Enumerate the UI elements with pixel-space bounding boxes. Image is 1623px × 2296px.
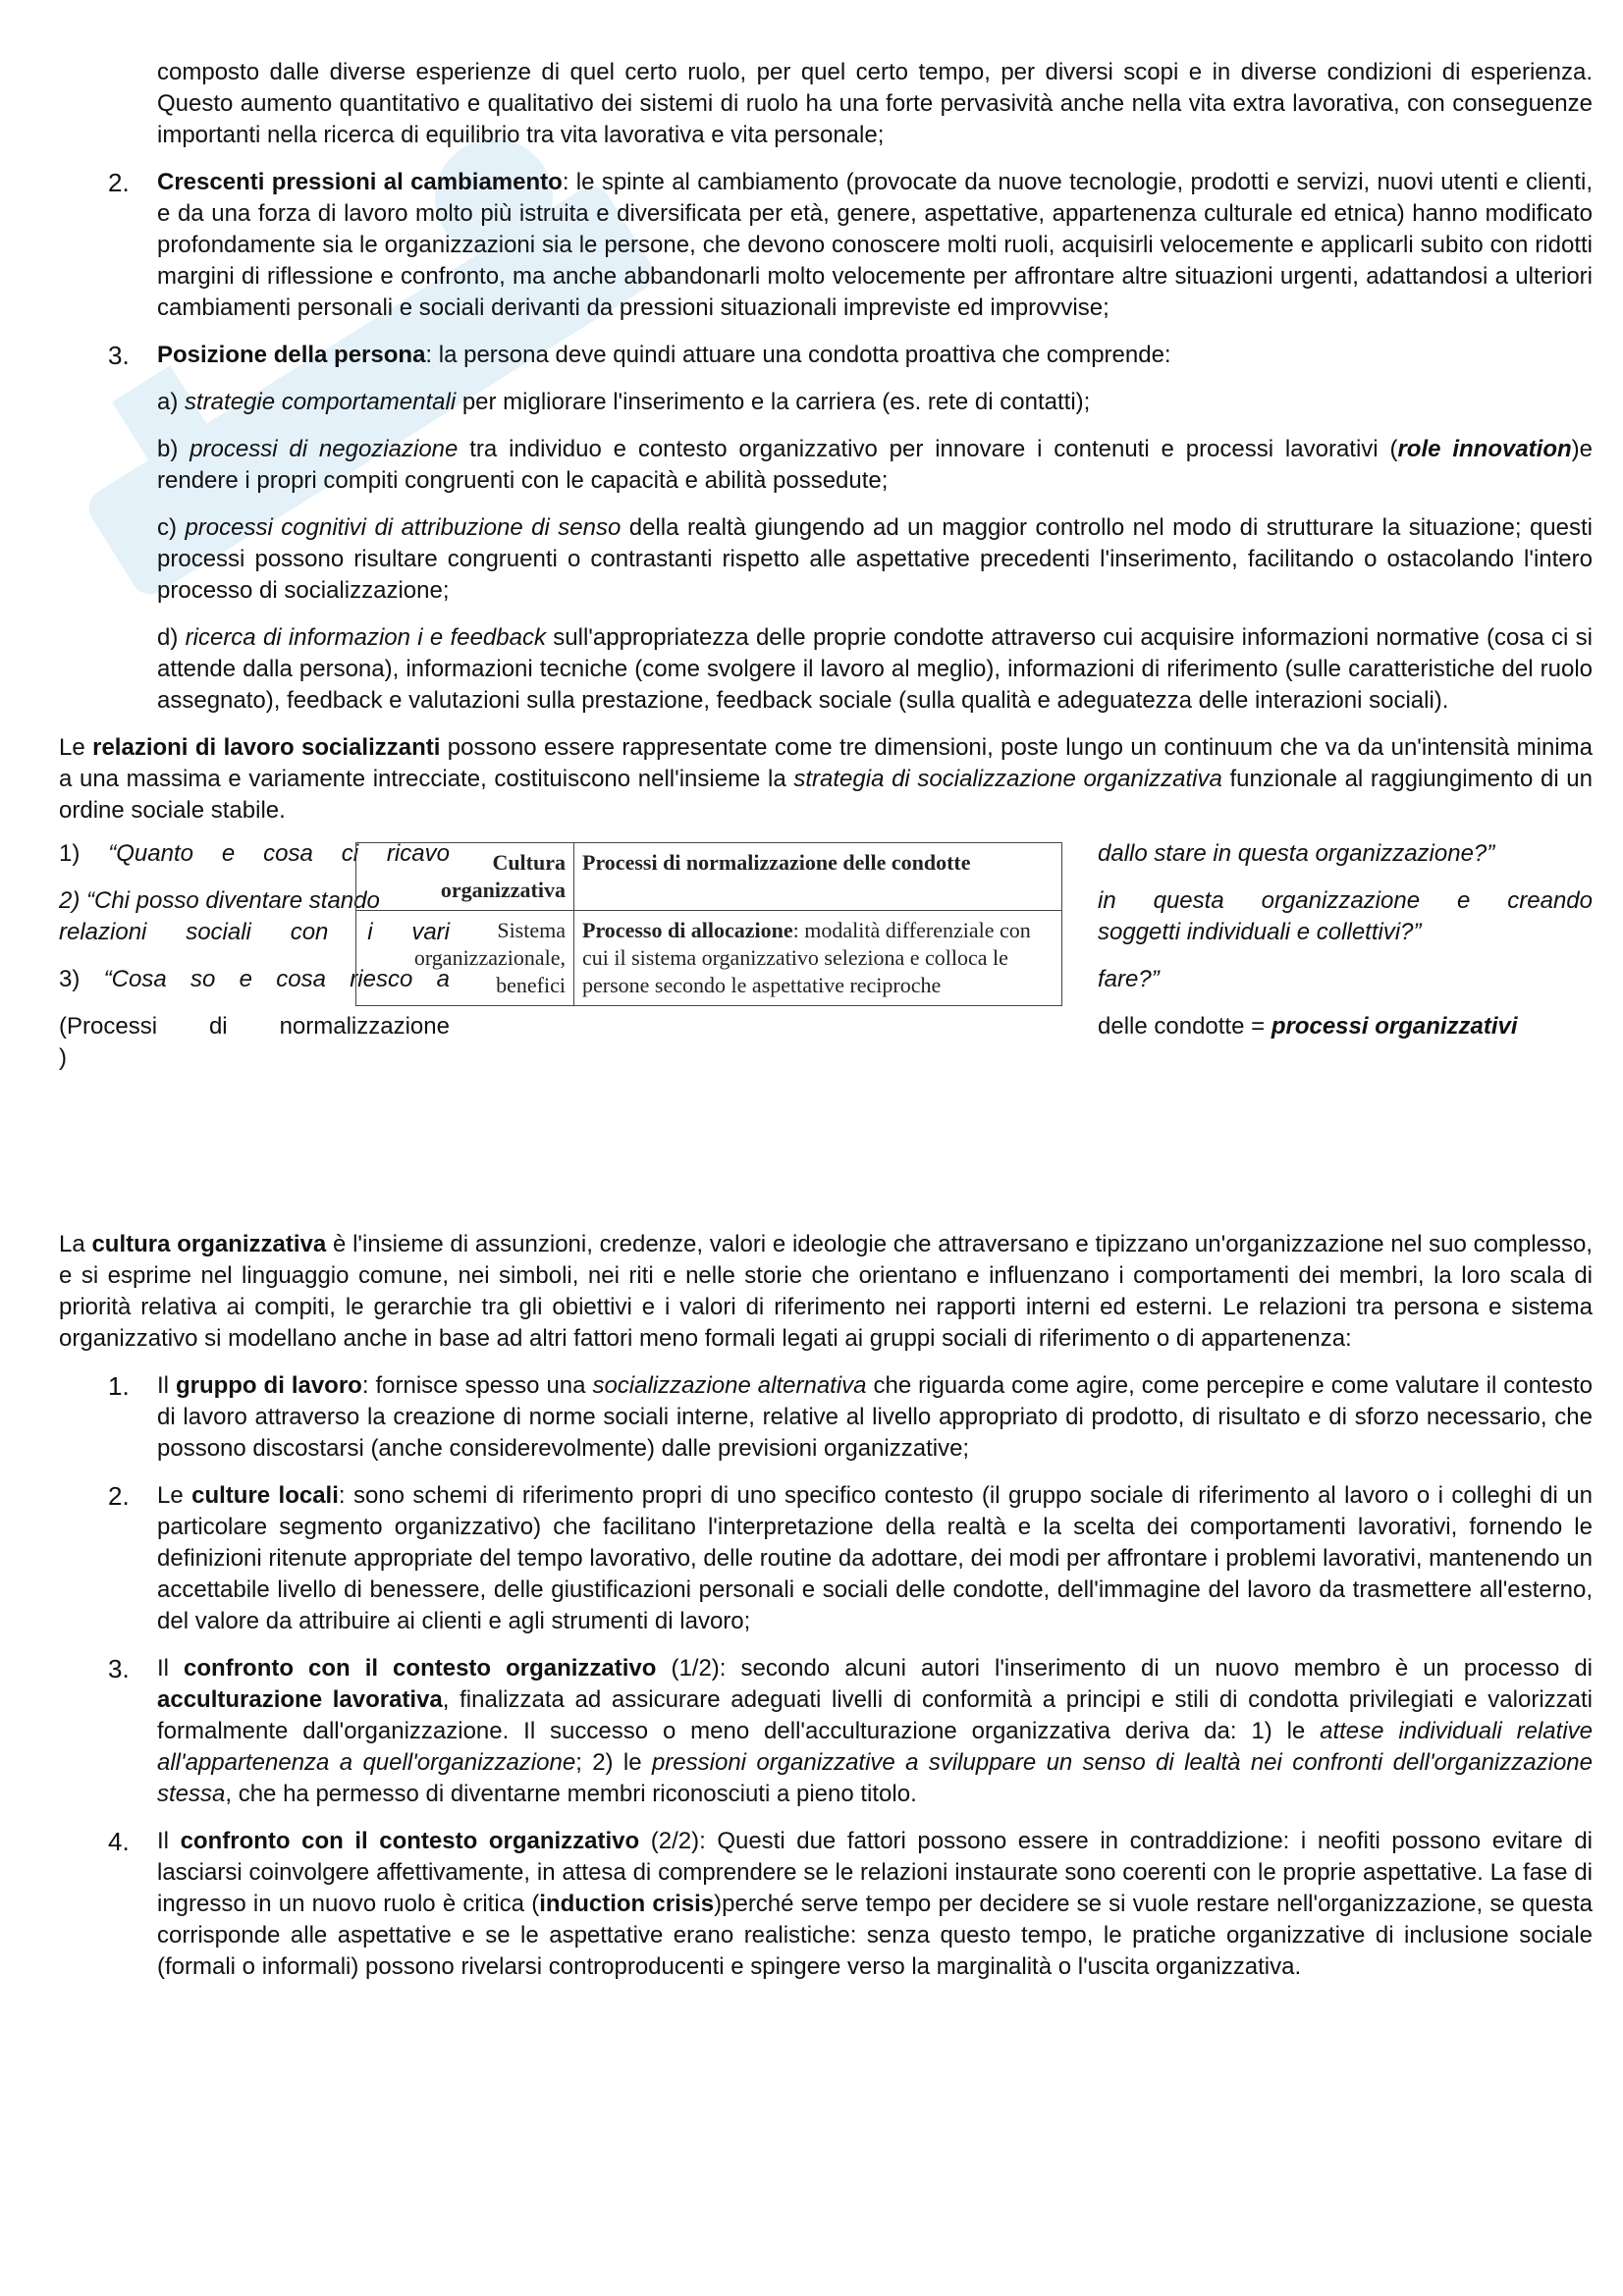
list-item: 3. Il confronto con il contesto organizzativo (1/2): secondo alcuni autori l'inserimento di un nuovo membro è un processo di acculturazione lavorativa, finalizzata ad assicurare adeguati livelli di conformità a principi e stili di condotta privilegiati e valorizzati formalmente dall'organizzazione. Il successo o meno dell'acculturazione organizzativa deriva da: 1) le attese individuali relative all'appartenenza a quell'organizzazione; 2) le pressioni organizzative a sviluppare un senso di lealtà nei confronti dell'organizzazione stessa, che ha permesso di diventarne membri riconosciuti a pieno titolo. [108,1654,1594,1807]
paragraph-cultura: La cultura organizzativa è l'insieme di assunzioni, credenze, valori e ideologie che attraversano e tipizzano un'organizzazione nel suo complesso, e si esprime nel linguaggio comune, nei simboli, nei riti e nelle storie che orientano e influenzano i comportamenti dei membri, la loro scala di priorità relativa ai compiti, le gerarchie tra gli obiettivi e i valori di riferimento nei rapporti interni ed esterni. Le relazioni tra persona e sistema organizzativo si modellano anche in base ad altri fattori meno formali legati ai gruppi sociali di riferimento o di appartenenza: [59,1231,1593,1352]
list-item-title: Posizione della persona [157,342,426,368]
list-number: 2. [108,168,130,197]
list-number: 3. [108,341,130,370]
list-item [59,340,1593,371]
sub-item-d: d) ricerca di informazion i e feedback sull'appropriatezza delle proprie condotte attraverso cui acquisire informazioni normative (cosa ci si attende dalla persona), informazioni tecniche (come svolgere il lavoro al meglio), informazioni di riferimento (sulle caratteristiche del ruolo assegnato), feedback e valutazioni sulla prestazione, feedback sociale (sulla qualità e adeguatezza delle interazioni sociali). [157,624,1593,714]
sub-item-a: a) strategie comportamentali per migliorare l'inserimento e la carriera (es. rete di contatti); [157,389,1091,415]
list-item: 4. Il confronto con il contesto organizzativo (2/2): Questi due fattori possono essere in contraddizione: i neofiti possono evitare di lasciarsi coinvolgere affettivamente, in attesa di comprendere se le relazioni instaurate sono coerenti con le proprie aspettative. La fase di ingresso in un nuovo ruolo è critica (induction crisis)perché serve tempo per decidere se si vuole restare nell'organizzazione, se questa corrisponde alle aspettative e se le aspettative erano realistiche: senza questo tempo, le pratiche organizzative di inclusione sociale (formali o informali) possono rivelarsi controproducenti e spingere verso la marginalità o l'uscita organizzativa. [108,1827,1594,1980]
questions-right-column: dallo stare in questa organizzazione?” in questa organizzazione e creando soggetti individuali e collettivi?” fare?” delle condotte = processi organizzativi [1098,840,1593,1040]
table-header-cell: Cultura organizzativa [356,843,574,911]
questions-left-column: 1) “Quanto e cosa ci ricavo 2) “Chi posso diventare stando relazioni sociali con i vari 3) “Cosa so e cosa riesco a (Processi di normalizzazione ) [59,840,450,1071]
paragraph-relazioni: Le relazioni di lavoro socializzanti possono essere rappresentate come tre dimensioni, poste lungo un continuum che va da un'intensità minima a una massima e variamente intrecciate, costituiscono nell'insieme la strategia di socializzazione organizzativa funzionale al raggiungimento di un ordine sociale stabile. [59,734,1594,824]
list-item: 2. Le culture locali: sono schemi di riferimento propri di uno specifico contesto (il gruppo sociale di riferimento al lavoro o i colleghi di un particolare segmento organizzativo) che facilitano l'interpretazione della realtà e la scelta dei comportamenti lavorativi, fornendo le definizioni ritenute appropriate del tempo lavorativo, delle routine da adottare, dei modi per affrontare i problemi lavorativi, mantenendo un accettabile livello di benessere, delle giustificazioni personali e sociali delle condotte, dell'immagine del lavoro da trasmettere all'esterno, del valore da attribuire ai clienti e agli strumenti di lavoro; [108,1481,1593,1634]
table-cell: Processo di allocazione: modalità differenziale con cui il sistema organizzativo seleziona e colloca le persone secondo le aspettative reciproche [574,911,1062,1006]
list-item-title: Crescenti pressioni al cambiamento [157,169,563,195]
table-cell: Sistema organizzazionale, benefici [356,911,574,1006]
document-body [59,57,1593,1999]
sub-item-c: c) processi cognitivi di attribuzione di senso della realtà giungendo ad un maggior controllo nel modo di strutturare la situazione; questi processi possono risultare congruenti o contrastanti rispetto alle aspettative precedenti l'inserimento, facilitando o ostacolando l'intero processo di socializzazione; [157,514,1593,604]
list-item: 1. Il gruppo di lavoro: fornisce spesso una socializzazione alternativa che riguarda come agire, come percepire e come valutare il contesto di lavoro attraverso la creazione di norme sociali interne, relative al livello appropriato di prodotto, di risultato e di sforzo necessario, che possono discostarsi (anche considerevolmente) dalle previsioni organizzative; [108,1371,1593,1462]
list-item [59,167,1593,324]
overlapping-questions-section [59,838,1593,1094]
list-item-text: : la persona deve quindi attuare una condotta proattiva che comprende: [425,342,1171,368]
paragraph-intro-continuation: composto dalle diverse esperienze di quel certo ruolo, per quel certo tempo, per diversi scopi e in diverse condizioni di esperienza. Questo aumento quantitativo e qualitativo dei sistemi di ruolo ha una forte pervasività anche nella vita extra lavorativa, con conseguenze importanti nella ricerca di equilibrio tra vita lavorativa e vita personale; [157,59,1593,148]
list-item-text: : le spinte al cambiamento (provocate da nuove tecnologie, prodotti e servizi, nuovi utenti e clienti, e da una forza di lavoro molto più istruita e diversificata per età, genere, aspettative, appartenenza culturale ed etnica) hanno modificato profondamente sia le organizzazioni sia le persone, che devono conoscere molti ruoli, acquisirli velocemente e applicarli subito con ridotti margini di riflessione e confronto, ma anche abbandonarli molto velocemente per affrontare altre situazioni urgenti, adattandosi a ulteriori cambiamenti personali e sociali derivanti da pressioni situazionali impreviste ed improvvise; [157,169,1594,321]
table-header-cell: Processi di normalizzazione delle condotte [574,843,1062,911]
sub-item-b: b) processi di negoziazione tra individuo e contesto organizzativo per innovare i contenuti e processi lavorativi (role innovation)e rendere i propri compiti congruenti con le capacità e abilità possedute; [157,436,1593,494]
embedded-table-image [413,842,1062,1050]
